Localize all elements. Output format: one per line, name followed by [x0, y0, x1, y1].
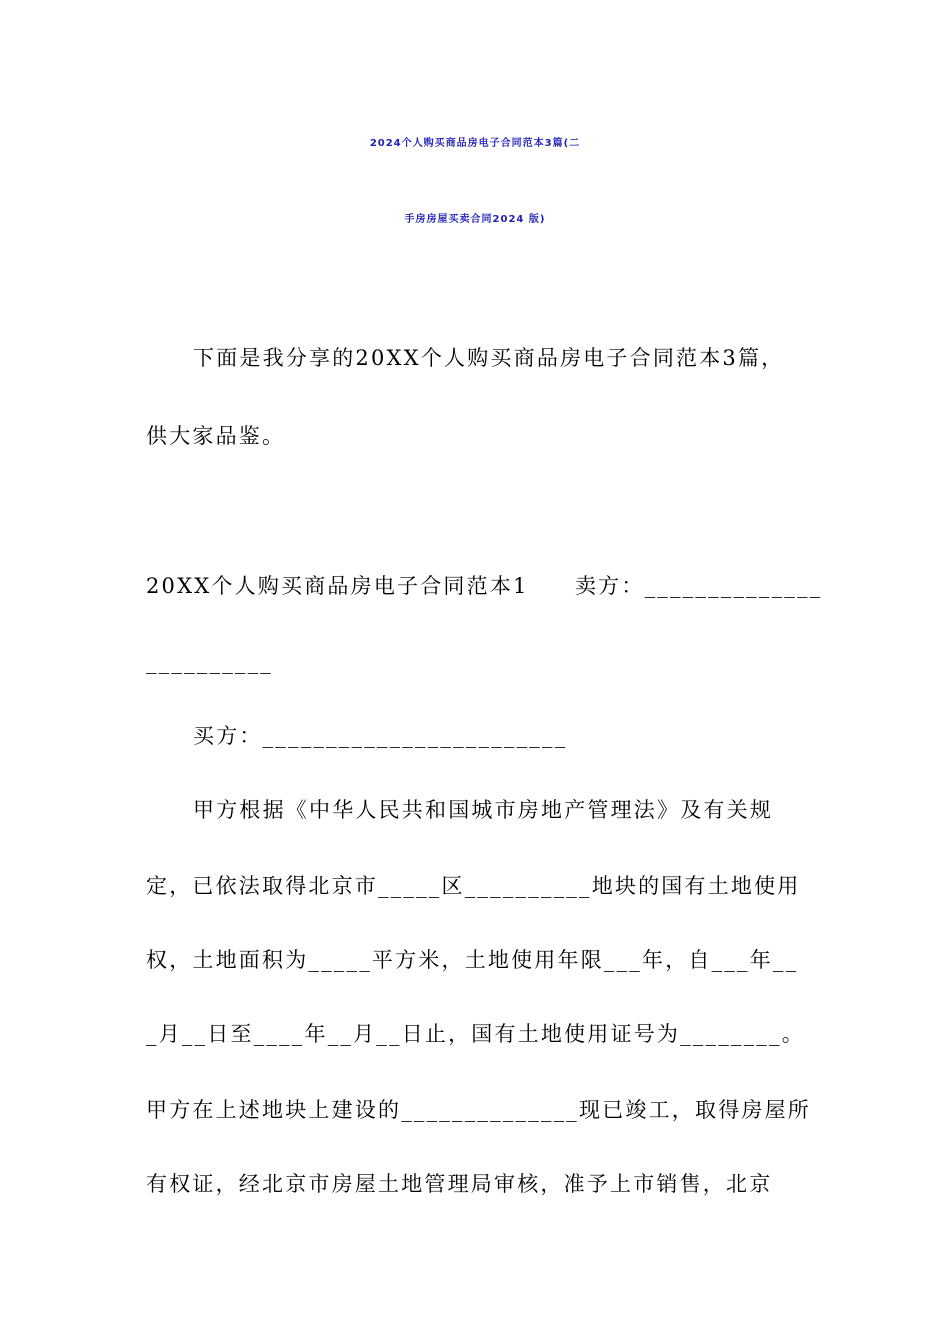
body-line-1: 甲方根据《中华人民共和国城市房地产管理法》及有关规 [193, 798, 773, 822]
body-line-5: 甲方在上述地块上建设的______________现已竣工，取得房屋所 [146, 1098, 811, 1122]
intro-line-1: 下面是我分享的20XX个人购买商品房电子合同范本3篇， [193, 346, 785, 370]
section-heading-line: 20XX个人购买商品房电子合同范本1 卖方：______________ [146, 574, 823, 598]
intro-line-2: 供大家品鉴。 [146, 424, 286, 448]
seller-blank-continuation: __________ [146, 650, 273, 674]
body-line-6: 有权证，经北京市房屋土地管理局审核，准予上市销售，北京 [146, 1172, 773, 1196]
body-line-4: _月__日至____年__月__日止，国有土地使用证号为________。 [146, 1022, 805, 1046]
title-line-2: 手房房屋买卖合同2024 版) [404, 214, 546, 225]
buyer-line: 买方：________________________ [193, 724, 568, 748]
body-line-2: 定，已依法取得北京市_____区__________地块的国有土地使用 [146, 874, 801, 898]
title-line-1: 2024个人购买商品房电子合同范本3篇(二 [369, 138, 581, 149]
body-line-3: 权，土地面积为_____平方米，土地使用年限___年，自___年__ [146, 948, 799, 972]
